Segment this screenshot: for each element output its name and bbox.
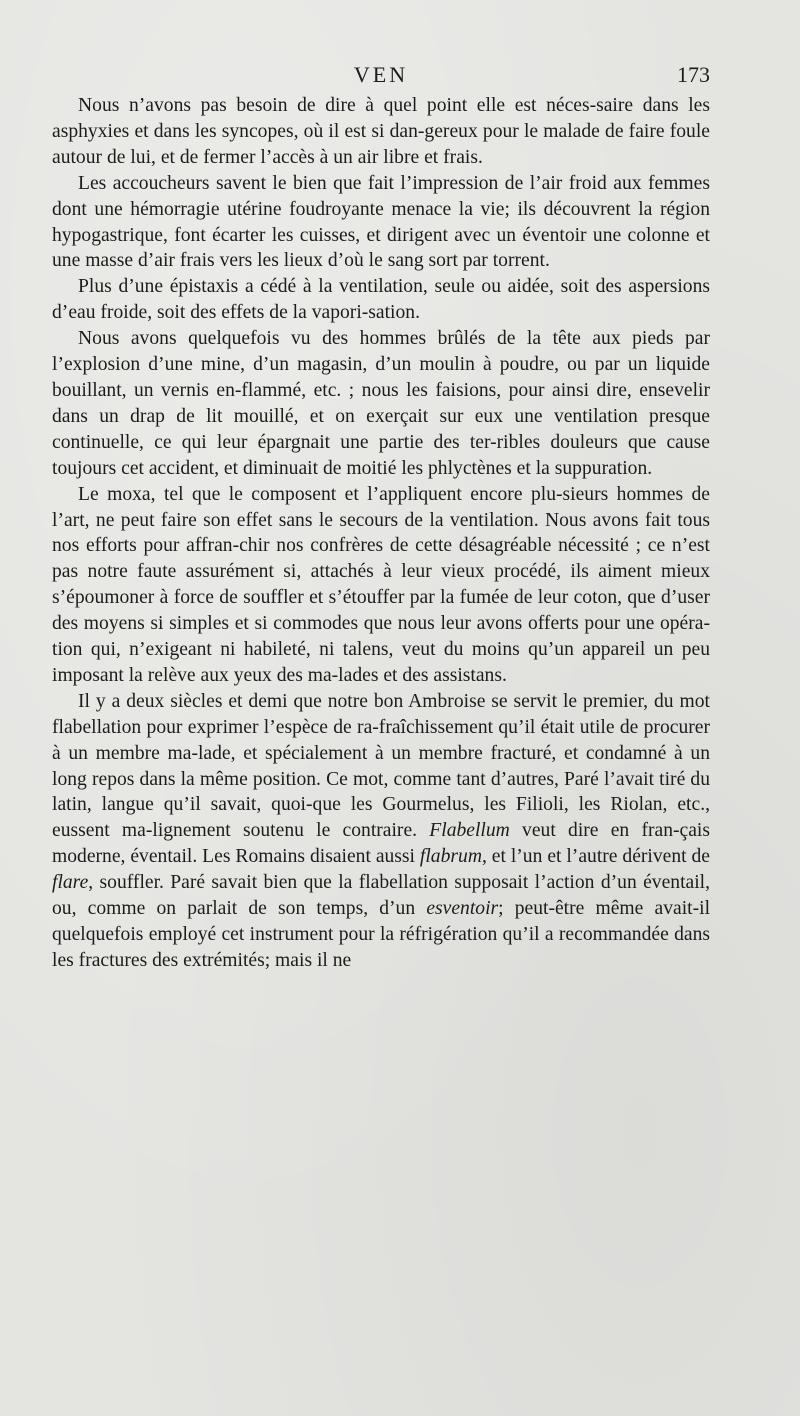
paragraph [52, 274, 710, 326]
paragraph [52, 482, 710, 689]
paragraph [52, 689, 710, 974]
text-run: Nous n’avons pas besoin de dire à quel point elle est néces-saire dans les asphyxies et dans les syncopes, où il est si dan-gereux pour le malade de faire foule autour de lui, et de fermer l’accès à un air libre et frais. [52, 95, 710, 168]
running-head [52, 62, 710, 92]
text-run: Les accoucheurs savent le bien que fait l’impression de l’air froid aux femmes dont une hémorragie utérine foudroyante menace la vie; ils découvrent la région hypogastrique, font écarter les cuisses, et dirigent avec un éventoir une colonne et une masse d’air frais vers les lieux d’où le sang sort par torrent. [52, 172, 710, 272]
italic-term: flabrum [419, 846, 482, 868]
text-run: , souffler. Paré savait bien que la flabellation supposait l’action d’un éventail, ou, comme on parlait de son temps, d’un [52, 872, 710, 920]
paragraph [52, 326, 710, 481]
text-run: veut dire en fran-çais moderne, éventail. Les Romains disaient aussi [52, 820, 710, 868]
page-number: 173 [677, 62, 710, 87]
italic-term: flare [52, 872, 89, 894]
paragraph [52, 171, 710, 275]
body-text [52, 93, 710, 974]
text-run: , et l’un et l’autre dérivent de [481, 846, 711, 868]
text-run: Il y a deux siècles et demi que notre bon Ambroise se servit le premier, du mot flabellation pour exprimer l’espèce de ra-fraîchissement qu’il était utile de procurer à un membre ma-lade, et spécialement à un membre fracturé, et condamné à un long repos dans la même position. Ce mot, comme tant d’autres, Paré l’avait tiré du latin, langue qu’il savait, quoi-que les Gourmelus, les Filioli, les Riolan, etc., eussent ma-lignement soutenu le contraire. [52, 690, 710, 842]
running-head-title: VEN [353, 62, 409, 87]
text-run: ; peut-être même avait-il quelquefois employé cet instrument pour la réfrigération qu’il a recommandée dans les fractures des extrémités; mais il ne [52, 898, 711, 971]
italic-term: Flabellum [429, 820, 510, 842]
italic-term: esventoir [426, 898, 499, 920]
paragraph [52, 93, 710, 171]
text-run: Le moxa, tel que le composent et l’appliquent encore plu-sieurs hommes de l’art, ne peut faire son effet sans le secours de la ventilation. Nous avons fait tous nos efforts pour affran-chir nos confrères de cette désagréable nécessité ; ce n’est pas notre faute assurément si, attachés à leur vieux procédé, ils aiment mieux s’époumoner à force de souffler et s’étouffer par la fumée de leur coton, que d’user des moyens si simples et si commodes que nous leur avons offerts pour une opéra-tion qui, n’exigeant ni habileté, ni talens, veut du moins qu’un appareil un peu imposant la relève aux yeux des ma-lades et des assistans. [52, 483, 710, 686]
text-run: Nous avons quelquefois vu des hommes brûlés de la tête aux pieds par l’explosion d’une mine, d’un magasin, d’un moulin à poudre, ou par un liquide bouillant, un vernis en-flammé, etc. ; nous les faisions, pour ainsi dire, ensevelir dans un drap de lit mouillé, et on exerçait sur eux une ventilation presque continuelle, ce qui leur épargnait une partie des ter-ribles douleurs que cause toujours cet accident, et diminuait de moitié les phlyctènes et la suppuration. [52, 328, 710, 479]
text-run: Plus d’une épistaxis a cédé à la ventilation, seule ou aidée, soit des aspersions d’eau froide, soit des effets de la vapori-sation. [52, 276, 710, 324]
